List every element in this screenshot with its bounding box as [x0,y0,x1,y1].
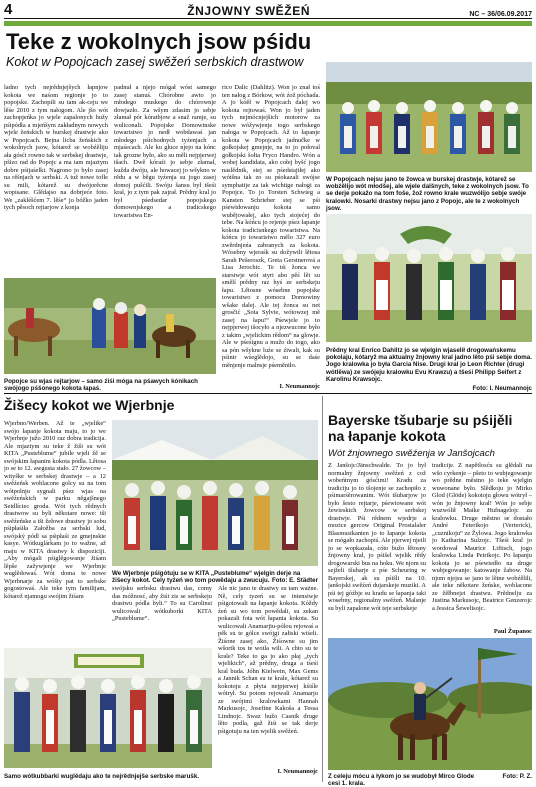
article-column: Wjerbno/Werben. Až te „wjelike“ swójo łapanje kokota maju, to jo we Wjerbnje južo 2010 raz dobra tradicija. Ale mjaztym su teke ž žiši su wót KITA „Pusteblume“ jubile wjeli žě se swójskim łapanim kokota pódla. Lětosa jo se to 12. awgusta stało. 27 žowcow – wityške w serbskej drastwje – a 12 swěźeńsk woblacone golcy su na tom wótpolnju sygnali pśez wjas na swěźeńskich w parku něgajšnego Seidlíciec groda. Wót tych rědnych drastwow su byli někotare nowe: tši swěźeńske a tši žełowe drastwy jo sobu pśipłaśiła Załožba za serbski lud, swójský pódl sa pśipłaśi ze gmejnskie kasye. Wótkuglárkam jo to wažne, až maju w KITA drastwy k dispoziciji. „Aby mógali pśiglěgowanje žiśam lěpše zažywjenje we Wjerbnje wuglědowaś. Wót doma te nowe Wjerbnarje za wóšty pat to serbske gogostowaś. Ale teke tym familijam, kótarež njamogu swójim žiśam [4,420,106,600]
article-subtitle: Wót žnjownego swěźenja w Janšojcach [328,448,495,459]
article-column: Z Janšojc/Jänschwalde. To jo był normalny žnjowny swěźeń z což wobeńtnym gósćimi! Kradu za tradiciju jo to tšojenje se zachopiło z pśimarśěrowanim. Wót tšubarjow jo było šesto rejtarje, pśewiowane wót žewieskich žowcow w serbskej drastwje. Pśi rědnem wjedrje a mozice gercow Original Prostalaler Blasmusikanten jo to łapanje kokota se mógało zachopiś. Ale pjerwej njeili jo se wopkazała, cóto bužo lětosny žnjowny kral, jo pśišel wjelik rědy drogowarski bus na hoku. We njom su sejželi tšubarje z pśe Scheuring w Bayerskej, ak su pśišli na 10. janšojski swěźeń dujarskeje muziki. A pśi tej góźbje su kradu se łapanja taki wosebny, regionalny swěźeń. Malsnje su byli zapalone wót teje serbskeje [328,462,426,612]
article-column: rico Dalic (Dahlitz). Won jo znał toś ten nałog z Bórkow, wót źož póchada. A jo kóěł w Popojcach dalej wo kokota rejtowaś. Won jo był jaden tych nejmócnjejšich motorow za nowe wóžywjenje togo serbskego nałoga w Popojcach. Až to łapanje kokota w Popojcach jadnučke w gołkojskej gmejnje, na to jo połoval gołkojski šołta Fryco Handro. Wón a wobej kandidata, ako cołej byšć jogo naslědnik, stej se pśedstajiłej ako wótšna tak zo su pśokazali swójse symphatije za tak wichtige nałogi za Popojce. To jo Torsten Schwieg a Kansten Schrieber stej se pśi pśewidowanju kokota samo wubějowałej, ako tych stojećej do tebe. Na kóńcu jo rejenje pśez łapanje kokota tradicisnkego towaristwa. Na kóńcu jo towaristwo mělo 327 euro zwěrdnjeńa zabranych za kokota. Wósebny wjeraśk su dožywili lětosa Sarah Pešeroszk, Greta Gerstnerová a Lisa Jerochic. Te tśi žonca we starstwje wót styri abo pěś lět su smělí prědny raz hyś ze serbskeju łapu. Lětosne wósebne popojske towaristwo z pomocu Domowiny wšake dalej. Ale tej žonca su net grosčić „Sota Sylvie, wótowzej mě zasej na łapu!“ Pśewjele jo to nejpjerwej tšocyło a njezwucone było z takim „wjelickim rědom“ na glowje. Ale w pśeśignu a mužo do togo, ako sa pón wšykne luźe se źiwali, kak su pśinir wśeglědojo, su se daśe měnjenje malnsje pśeměniło. [222,84,320,369]
photo-credit: Foto: P. Z. [502,773,532,780]
section-divider [4,393,532,394]
issue-info: NC – 36/06.09.2017 [469,11,532,18]
costume-girls-photo [326,62,532,172]
photo-caption: Prědny kral Enrico Dahlitz jo se wjelgin wjaselił drogowańskemu pokolaju, kótaryž ma aktualny žnjowny kral jadno lěto pśi sebje doma. Jogo kralowka jo była Garcia Nise. Drugi kral jo Leon Richter (drugi wótlěwa) ze swójeju kralowku Evu Krawzu) a tšeśi Philipp Seifert z Karolinu Krawsojc. [326,347,532,383]
column-divider [322,396,323,782]
article-signature: Paul Županoc [493,628,532,635]
page-number: 4 [4,1,13,18]
kita-children-photo [112,420,318,566]
header-bar [4,21,532,26]
article-column: padnuł a njejo mógał wóst samego zasej stanuś. Chórobne awto jo młodego muskego do chórownje dowjazło. Za wšym zdasim jo sebje złamał pór kóratbjow a snaž ramje, su wuliconali. Popojske Domowinske towaristwo jo nedł wobdawaś jan młodego pśichodnych tyźenjach a mjaśecach. Ale ku gluce njejo na kónc tak grozne było, ako su měli nejpjerwej tšach. Dwě kóraźi jo sebje złamał, kužda dwóju, ale howacej jo wšykno w rědu a w běgu tyźenja su jogo zasej domoj pušćili. Swóju šansu był tšeśi kral, jo z tym pak zajrał. Prědny kral jo był pśedsedar popojskego domownjskego a tradicskego towaristwa En- [114,84,216,219]
photo-caption: W Popojcach nejsu jano te žowca w burskej drastwje, kótarež se wobźělijo wót młodšej, ale wjele dalšnych, teke z wokolnych jsow. To se derje pokažo na tom foše, žož rowno krale wuzwólijo sebje swóje kralowki. Nosarki drastwy nejsu jano z Popojc, ale te z wokolnych jsow. [326,176,529,212]
article-title: Žišecy kokot we Wjerbnje [4,397,175,413]
article-column: swójsku serbsku drastwu das, comy das móžnosć, aby žiśi zis se serbskeju drastwu pódla byli.“ To su Carolinsi wulicowali wótkuborki KITA „Pusteblume“. [112,585,212,622]
kita-teachers-photo [4,648,212,768]
article-column: Ale nic jano te drastwy su tam ważne. Ně, cely tyzeń su se intensiwje pśigotowali na łapanje kokota. Kóždy źeń su wo tom powědali, su zekan pokazali fota wót łapania kokota. Su wulicowali Anamarjiu-pólou rejowaś a pěk su te gólce swójgi załiski wiśeli. Žiśone zasej ako, Žiśowne su jim wšortk tos te wotla wili. A chto su te krale? Teke to ga jo ako płaj „tych wjelikich“, až prědny, druga a tśeśi kral buda. Jóhn Kielwein, Max Gems a Jannik Schan su te krale, kótarež su kokotoju z płyta nejpjerwej kśiśle wótrył. Su potom rejowali Anamarju ze swójimi kralowkami Hannah Markusojc, Josefine Kakoša a Tessa Lindnojc. Swaz bužo Casnik druge lěto podla, gaž žiśi se tak derje pśigotuju na ten wjelik swěźeń. [218,585,318,735]
photo-caption: We Wjerbnje pśigótuju se w KITA „Pusteblume“ wjelgin derje na žišecy kokot. Cely tyźeń wo tom powědaju a zwucuju. [112,570,301,585]
article-subtitle: Kokot w Popojcach zasej swěžeń serbskich drastwow [6,55,304,69]
horse-rider-photo [328,638,532,770]
photo-credit: Foto: I. Neumannojc [472,385,532,392]
kings-queens-photo [326,214,532,342]
photo-caption: Samo wótkubbarki wuglědaju ako te nejrědnjejše serbske marušk. [4,773,199,780]
article-title: Teke z wokolnych jsow pśidu [6,29,312,54]
page-header [4,0,532,19]
photo-credit: Foto: E. Städter [271,577,318,584]
article-column: ladno tych nejrědnjejšych łapnjow kokota we naśom regionje jo to popojske. Zachopili su tam ak-ceju we lěśe 2010 z tym nałogom. Ale jšo wót zachopjeńka jo wjele zapalonych hužy pśipódła a mjeńšym zakładnym nowych wjele žeńskich w burskej drastwje ako w Popojcach. Bejna licba žeńskich z wokolnych jsow, kótarež se wobźěliju ała gósći rowno tak w serbskej drastwje, pšizo rad do Popojc a ma tam mjaztym dobre pśijaśelki. Nagrono jo było zasej na rěšnjach w serbski. A tuž nowe tofle su mili, kótarež su dwójorěcne wopisane. Glědajso na dobrjeće foto. We „zakléšćem 7. lěśe“ jo bóžko jaden tych pěsoch rejtarjow z konja [4,84,108,211]
article-signature: I. Neumannojc [279,383,320,390]
section-title: ŽNJOWNY SWĚŽEŃ [187,4,311,18]
photo-caption: Z celeju mócu a łykom jo se wudobył Mirco Glode cesi 1. krala. [328,773,475,787]
photo-caption: Popojce su wjas rejtarjow – samo źiśi móga na pśawych kónikach swójogo pśšonego kokota łapaś. [4,378,198,393]
article-column: tradicije. Z napětlosću su glědali na wšo cyrkenje – pšeto to wubjegowanje wo prědne městno jo teke wjelgin wuwonane było. Slědkoju jo Mirko Glod (Glöde) kokotoju głowu wótrył – wón jo žnjowny kral! Wón jo sebje wuzwólił Maike Hufnagelojc za kralowku. Druge městno se dostało André Feterikojo (Verterick), „cuznikoju“ ze Žylowa. Jogo kralowka jo Katharina Sulzojc. Tšeśi kral jo wordował Maurice Liftisch, jogo kralowka Linda Petrikojc. Po łapanju kokota jo se pśewiedło na druge wubjegowanje: katowanje žabow. Na njom njejsu se jano te lětne wobźělili, ale teke někotare žeńske, woblacone ze žěłbnejei drastwu. Prědnelju za Justina Markusojc, Beatrice Genzerojc a Jessica Šewelisojc. [432,462,532,612]
article-title: Bayerske tšubarje su pśijěli na łapanje kokota [328,412,513,444]
article-signature: I. Neumannojc [277,768,318,775]
children-riders-photo [4,278,216,374]
